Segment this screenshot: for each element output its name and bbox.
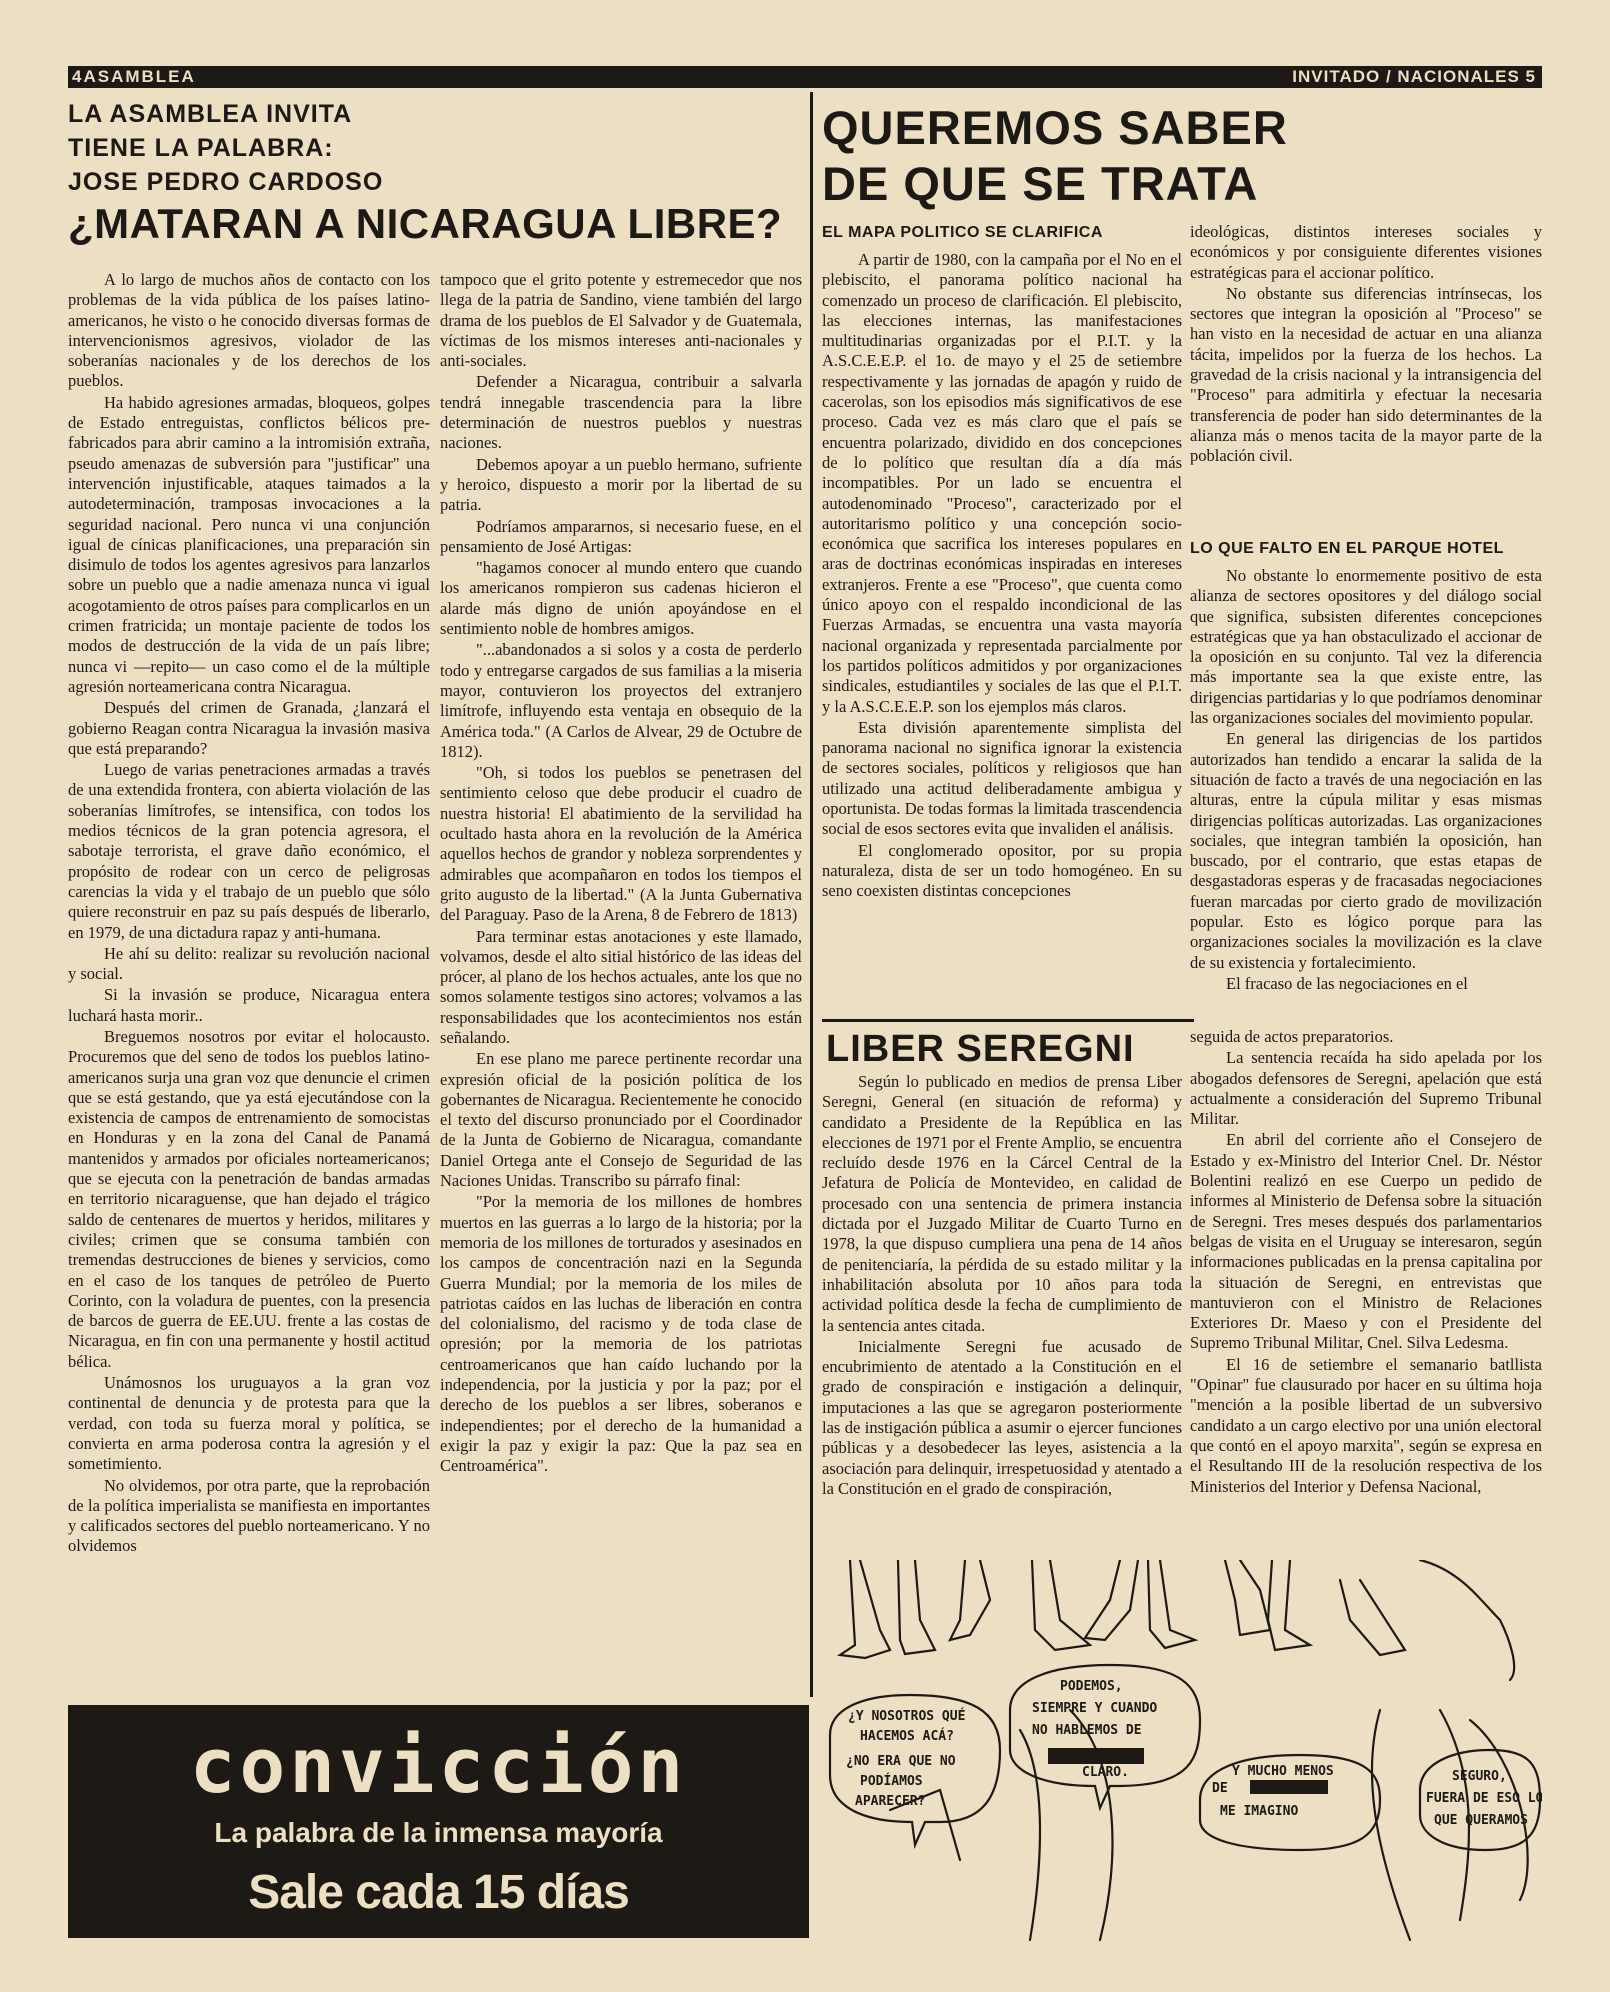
bubble-1-line-4: PODÍAMOS xyxy=(860,1774,923,1789)
bubble-4-line-3: QUE QUERAMOS xyxy=(1434,1813,1528,1828)
kicker-line-1: LA ASAMBLEA INVITA xyxy=(68,100,353,128)
subheading: LO QUE FALTO EN EL PARQUE HOTEL xyxy=(1190,540,1504,557)
paragraph: No obstante lo enormemente positivo de esta alianza de sectores opositores y del diálogo social que significa, subsisten diferentes concepciones estratégicas que ya han obstaculizado el accionar de la oposición en su conjunto. Tal vez la diferencia más importante sea la que existe entre, las dirigencias partidarias y lo que podríamos denominar las organizaciones sociales del movimiento popular. xyxy=(1190,566,1542,728)
bubble-4-line-2: FUERA DE ESO LO xyxy=(1426,1791,1542,1806)
paragraph: No obstante sus diferencias intrínsecas, los sectores que integran la oposición al "Proceso" se han visto en la necesidad de actuar en una alianza tácita, impelidos por la fuerza de los hechos. La gravedad de la crisis nacional y la intransigencia del "Proceso" para admitirla y efectuar la necesaria transferencia de poder han sido determinantes de la alianza más o menos tacita de la mayor parte de la población civil. xyxy=(1190,283,1542,466)
paragraph: En abril del corriente año el Consejero de Estado y ex-Ministro del Interior Cnel. Dr. Néstor Bolentini realizó en ese Cuerpo un pedido de informes al Ministerio de Defensa sobre la situación de Seregni. Tres meses después dos parlamentarios belgas de visita en el Uruguay se interesaron, según informaciones publicadas en la prensa capitalina por la situación de Seregni, en entrevistas que mantuvieron con el Ministro de Relaciones Exteriores Dr. Maeso y con el Presidente del Supremo Tribunal Militar, Cnel. Silva Ledesma. xyxy=(1190,1130,1542,1353)
paragraph: Breguemos nosotros por evitar el holocausto. Procuremos que del seno de todos los pueblos latino-americanos surja una gran voz que denuncie el crimen que se está gestando, que ya está ejecutándose con la existencia de campos de entrenamiento de somocistas en Honduras y en la zona del Canal de Panamá mantenidos y armados por oficiales norteamericanos; que se ejecuta con la penetración de bandas armadas en territorio nicaraguense, que han dejado el trágico saldo de centenares de muertos y heridos, militares y civiles; crimen que se consuma también con tremendas destrucciones de bienes y servicios, como en el caso de los tanques de petróleo de Puerto Corinto, con la voladura de puentes, con la presencia de barcos de guerra de EE.UU. frente a las costas de Nicaragua, en fin con una permanente y hostil actitud bélica. xyxy=(68,1026,430,1371)
bubble-2-line-2: SIEMPRE Y CUANDO xyxy=(1032,1701,1158,1716)
quote: "Por la memoria de los millones de hombres muertos en las guerras a lo largo de la historia; por la memoria de los millones de torturados y asesinados en los campos de concentración nazi en la Segunda Guerra Mundial; por la memoria de los miles de patriotas caídos en las luchas de liberación en contra del colonialismo, del racismo y de toda clase de opresión; por la memoria de los patriotas centroamericanos que han caído luchando por la independencia, por la justicia y por la paz; por el derecho de los pueblos a ser libres, soberanos e independientes; por el derecho de la humanidad a exigir la paz y exigir la paz: Que la paz sea en Centroamérica". xyxy=(440,1192,802,1476)
paragraph: Después del crimen de Granada, ¿lanzará el gobierno Reagan contra Nicaragua la invasión masiva que está preparando? xyxy=(68,698,430,758)
bubble-4-line-1: SEGURO, xyxy=(1452,1769,1507,1784)
paragraph: Unámosnos los uruguayos a la gran voz continental de denuncia y de protesta para que la verdad, con toda su fuerza moral y política, se convierta en arma poderosa contra la agresión y el sometimiento. xyxy=(68,1373,430,1474)
ad-frequency: Sale cada 15 días xyxy=(248,1866,629,1919)
paragraph: No olvidemos, por otra parte, que la reprobación de la política imperialista se manifiesta en importantes y calificados sectores del pueblo norteamericano. Y no olvidemos xyxy=(68,1475,430,1556)
right-article-column-2 xyxy=(1190,222,1542,502)
paragraph: El conglomerado opositor, por su propia naturaleza, dista de ser un todo homogéneo. En su seno coexisten distintas concepciones xyxy=(822,840,1182,901)
paragraph: A lo largo de muchos años de contacto con los problemas de la vida pública de los países latino-americanos, he visto o he conocido diversas formas de intervencionismos agresivos, violador de las soberanías nacionales y de los derechos de los pueblos. xyxy=(68,270,430,391)
article-title: ¿MATARAN A NICARAGUA LIBRE? xyxy=(68,200,783,247)
quote: "Oh, si todos los pueblos se penetrasen del sentimiento celoso que debe producir el cuadro de nuestra historia! El abatimiento de la servilidad ha ocultado hasta ahora en la revolución de la América aquellos hechos de grandor y nobleza sorprendentes y admirables que acompañaron en todos los tiempos el grito augusto de la libertad." (A la Junta Gubernativa del Paraguay. Paso de la Arena, 8 de Febrero de 1813) xyxy=(440,763,802,925)
paragraph: Podríamos ampararnos, si necesario fuese, en el pensamiento de José Artigas: xyxy=(440,516,802,556)
ad-title: convicción xyxy=(189,1721,688,1810)
right-title-line-1: QUEREMOS SABER xyxy=(822,101,1288,154)
bubble-1-line-5: APARECER? xyxy=(855,1794,926,1809)
paragraph: Si la invasión se produce, Nicaragua entera luchará hasta morir.. xyxy=(68,985,430,1025)
paragraph: El 16 de setiembre el semanario batllista "Opinar" fue clausurado por hacer en su última hoja "mención a la posible libertad de un subversivo candidato a un cargo electivo por una unión electoral que contó en el apoyo marxita", según se expresa en el Resultando III de la resolución respectiva de los Ministerios del Interior y Defensa Nacional, xyxy=(1190,1354,1542,1496)
paragraph: Esta división aparentemente simplista del panorama nacional no significa ignorar la existencia de sectores sociales, políticos y religiosos que han utilizado una actitud deliberadamente ambigua y oportunista. De todas formas la limitada trascendencia social de esos sectores evita que invaliden el análisis. xyxy=(822,717,1182,839)
paragraph: He ahí su delito: realizar su revolución nacional y social. xyxy=(68,943,430,984)
bubble-3-line-1: Y MUCHO MENOS xyxy=(1232,1764,1334,1779)
paragraph: En ese plano me parece pertinente recordar una expresión oficial de la posición política de los gobernantes de Nicaragua. Recientemente he conocido el texto del discurso pronunciado por el Coordinador de la Junta de Gobierno de Nicaragua, comandante Daniel Ortega ante el Consejo de Seguridad de las Naciones Unidas. Transcribo su párrafo final: xyxy=(440,1049,802,1191)
paragraph: La sentencia recaída ha sido apelada por los abogados defensores de Seregni, apelación que está actualmente a consideración del Supremo Tribunal Militar. xyxy=(1190,1048,1542,1129)
right-title-line-2: DE QUE SE TRATA xyxy=(822,157,1259,210)
paragraph: En general las dirigencias de los partidos autorizados han tendido a encarar la salida de la situación de facto a través de una negociación en las alturas, entre la cúpula militar y esas mismas dirigencias políticas autorizadas. Las organizaciones sociales, que integran también la oposición, han buscado, por el contrario, que estas etapas de desgastadoras esperas y de fracasadas negociaciones fueran marcadas por cierto grado de movilización popular. Esto es lógico porque para las organizaciones sociales la movilización es la clave de su existencia y fortalecimiento. xyxy=(1190,729,1542,972)
paragraph: ideológicas, distintos intereses sociales y económicos y por consiguiente diferentes visiones estratégicas para el accionar político. xyxy=(1190,222,1542,282)
paragraph: tampoco que el grito potente y estremecedor que nos llega de la patria de Sandino, viene también del largo drama de los pueblos de El Salvador y de Guatemala, víctimas de los mismos intereses anti-nacionales y anti-sociales. xyxy=(440,270,802,371)
kicker-line-3: JOSE PEDRO CARDOSO xyxy=(68,168,384,196)
section-divider xyxy=(822,1019,1194,1022)
cartoon-illustration xyxy=(820,1560,1542,1945)
liber-title: LIBER SEREGNI xyxy=(826,1028,1135,1070)
paragraph: seguida de actos preparatorios. xyxy=(1190,1027,1394,1046)
paragraph: Defender a Nicaragua, contribuir a salvarla tendrá innegable trascendencia para la libre determinación de nuestros pueblos y nuestras naciones. xyxy=(440,372,802,453)
cartoon-drawing xyxy=(820,1560,1542,1945)
bubble-1-line-2: HACEMOS ACÁ? xyxy=(860,1729,954,1744)
paragraph: Debemos apoyar a un pueblo hermano, sufriente y heroico, dispuesto a morir por la libertad de su patria. xyxy=(440,454,802,515)
bubble-3-line-3: ME IMAGINO xyxy=(1220,1804,1299,1819)
right-article-column-2b xyxy=(1190,566,1542,1016)
kicker-line-2: TIENE LA PALABRA: xyxy=(68,134,334,162)
quote: "...abandonados a si solos y a costa de perderlo todo y entregarse cargados de sus familias a la miseria mayor, contuvieron los proyectos del extranjero limítrofe, influyendo esta ventaja en obsequio de la América toda." (A Carlos de Alvear, 29 de Octubre de 1812). xyxy=(440,640,802,761)
page-header-left: 4ASAMBLEA xyxy=(72,67,196,86)
bubble-2-line-1: PODEMOS, xyxy=(1060,1679,1123,1694)
quote: "hagamos conocer al mundo entero que cuando los americanos rompieron sus cadenas hicieron el alarde más digno de unión apoyándose en el sentimiento noble de hombres amigos. xyxy=(440,558,802,639)
paragraph: A partir de 1980, con la campaña por el No en el plebiscito, el panorama político nacional ha comenzado un proceso de clarificación. El plebiscito, las elecciones internas, las manifestaciones multitudinarias organizadas por el P.I.T. y la A.S.C.E.E.P. el 1o. de mayo y el 25 de setiembre respectivamente y las jornadas de apagón y ruido de cacerolas, son los episodios más significativos de ese proceso. Cada vez es más claro que el país se encuentra polarizado, dividido en dos concepciones de lo político que resultan día a día más incompatibles. Por un lado se encuentra el autodenominado "Proceso", caracterizado por el autoritarismo político y una concepción socio-económica que sacrifica los intereses populares en aras de doctrinas económicas inspiradas en intereses extranjeros. Frente a ese "Proceso", que cuenta como único apoyo con el respaldo incondicional de las Fuerzas Armadas, se encuentra una vasta mayoría nacional organizada y representada parcialmente por los partidos políticos admitidos y por organizaciones sindicales, estudiantiles y sociales de las que el P.I.T. y la A.S.C.E.E.P. son los ejemplos más claros. xyxy=(822,250,1182,716)
paragraph: Para terminar estas anotaciones y este llamado, volvamos, desde el alto sitial histórico de las ideas del prócer, al plano de los hechos actuales, ante los que no somos solamente testigos sino actores; volvamos a las responsabilidades que los acontecimientos nos están señalando. xyxy=(440,926,802,1047)
right-article-column-1 xyxy=(822,250,1182,1015)
ad-subtitle: La palabra de la inmensa mayoría xyxy=(214,1817,663,1848)
left-article-column-2 xyxy=(440,270,802,1695)
advertisement-box xyxy=(68,1705,809,1938)
subheading: EL MAPA POLITICO SE CLARIFICA xyxy=(822,224,1103,241)
column-divider xyxy=(810,92,813,1697)
paragraph: Inicialmente Seregni fue acusado de encubrimiento de atentado a la Constitución en el grado de conspiración e instigación a delinquir, imputaciones a las que se agregaron posteriormente las de instigación pública a asumir o ejercer funciones públicas y a desobedecer las leyes, asistencia a la asociación para delinquir, irrespetuosidad y atentado a la Constitución en el grado de conspiración, xyxy=(822,1336,1182,1498)
liber-column-2 xyxy=(1190,1027,1542,1552)
paragraph: Según lo publicado en medios de prensa Liber Seregni, General (en situación de reforma) y candidato a Presidente de la República en las elecciones de 1971 por el Frente Amplio, se encuentra recluído desde 1976 en la Cárcel Central de la Jefatura de Policía de Montevideo, en calidad de procesado con una sentencia de primera instancia dictada por el Juzgado Militar de Cuarto Turno en 1978, la que dispuso cumpliera una pena de 14 años de penitenciaría, la pérdida de su estado militar y la inhabilitación absoluta por 10 años para toda actividad política desde la fecha de cumplimiento de la sentencia antes citada. xyxy=(822,1072,1182,1335)
bubble-2-line-3: NO HABLEMOS DE xyxy=(1032,1723,1142,1738)
liber-column-1 xyxy=(822,1072,1182,1552)
bubble-1-line-1: ¿Y NOSOTROS QUÉ xyxy=(848,1709,966,1724)
bubble-3-line-2: DE xyxy=(1212,1781,1228,1796)
bubble-1-line-3: ¿NO ERA QUE NO xyxy=(846,1754,956,1769)
paragraph: Ha habido agresiones armadas, bloqueos, golpes de Estado entreguistas, conflictos bélicos pre-fabricados para abrir camino a la intromisión extraña, pseudo amenazas de subversión para "justificar" una intervención injustificable, ataques taimados a la autodeterminación, tramposas invocaciones a la seguridad nacional. Pero nunca vi una conjunción igual de cínicas planificaciones, una preparación sin disimulo de todos los agentes agresivos para lanzarlos sobre un pueblo que a nadie amenaza nunca vi igual acogotamiento de otros países para complicarlos en un crimen fratricida; un montaje paciente de todos los modos de destrucción de la vida de un país libre; nunca vi —repito— un caso como el de la múltiple agresión norteamericana contra Nicaragua. xyxy=(68,392,430,696)
paragraph: El fracaso de las negociaciones en el xyxy=(1226,973,1468,993)
bubble-2-line-5: CLARO. xyxy=(1082,1765,1129,1780)
page-header-right: INVITADO / NACIONALES 5 xyxy=(1292,67,1536,86)
left-article-column-1 xyxy=(68,270,430,1695)
paragraph: Luego de varias penetraciones armadas a través de una extendida frontera, con abierta violación de las soberanías limítrofes, se intensifica, con todos los medios técnicos de la gran potencia agresora, el sabotaje terrorista, el grave daño económico, el propósito de rodear con un cerco de peligrosas carencias la vida y el trabajo de un pueblo que sólo quiere reconstruir en paz su país después de liberarlo, en 1979, de una dictadura rapaz y anti-humana. xyxy=(68,760,430,942)
